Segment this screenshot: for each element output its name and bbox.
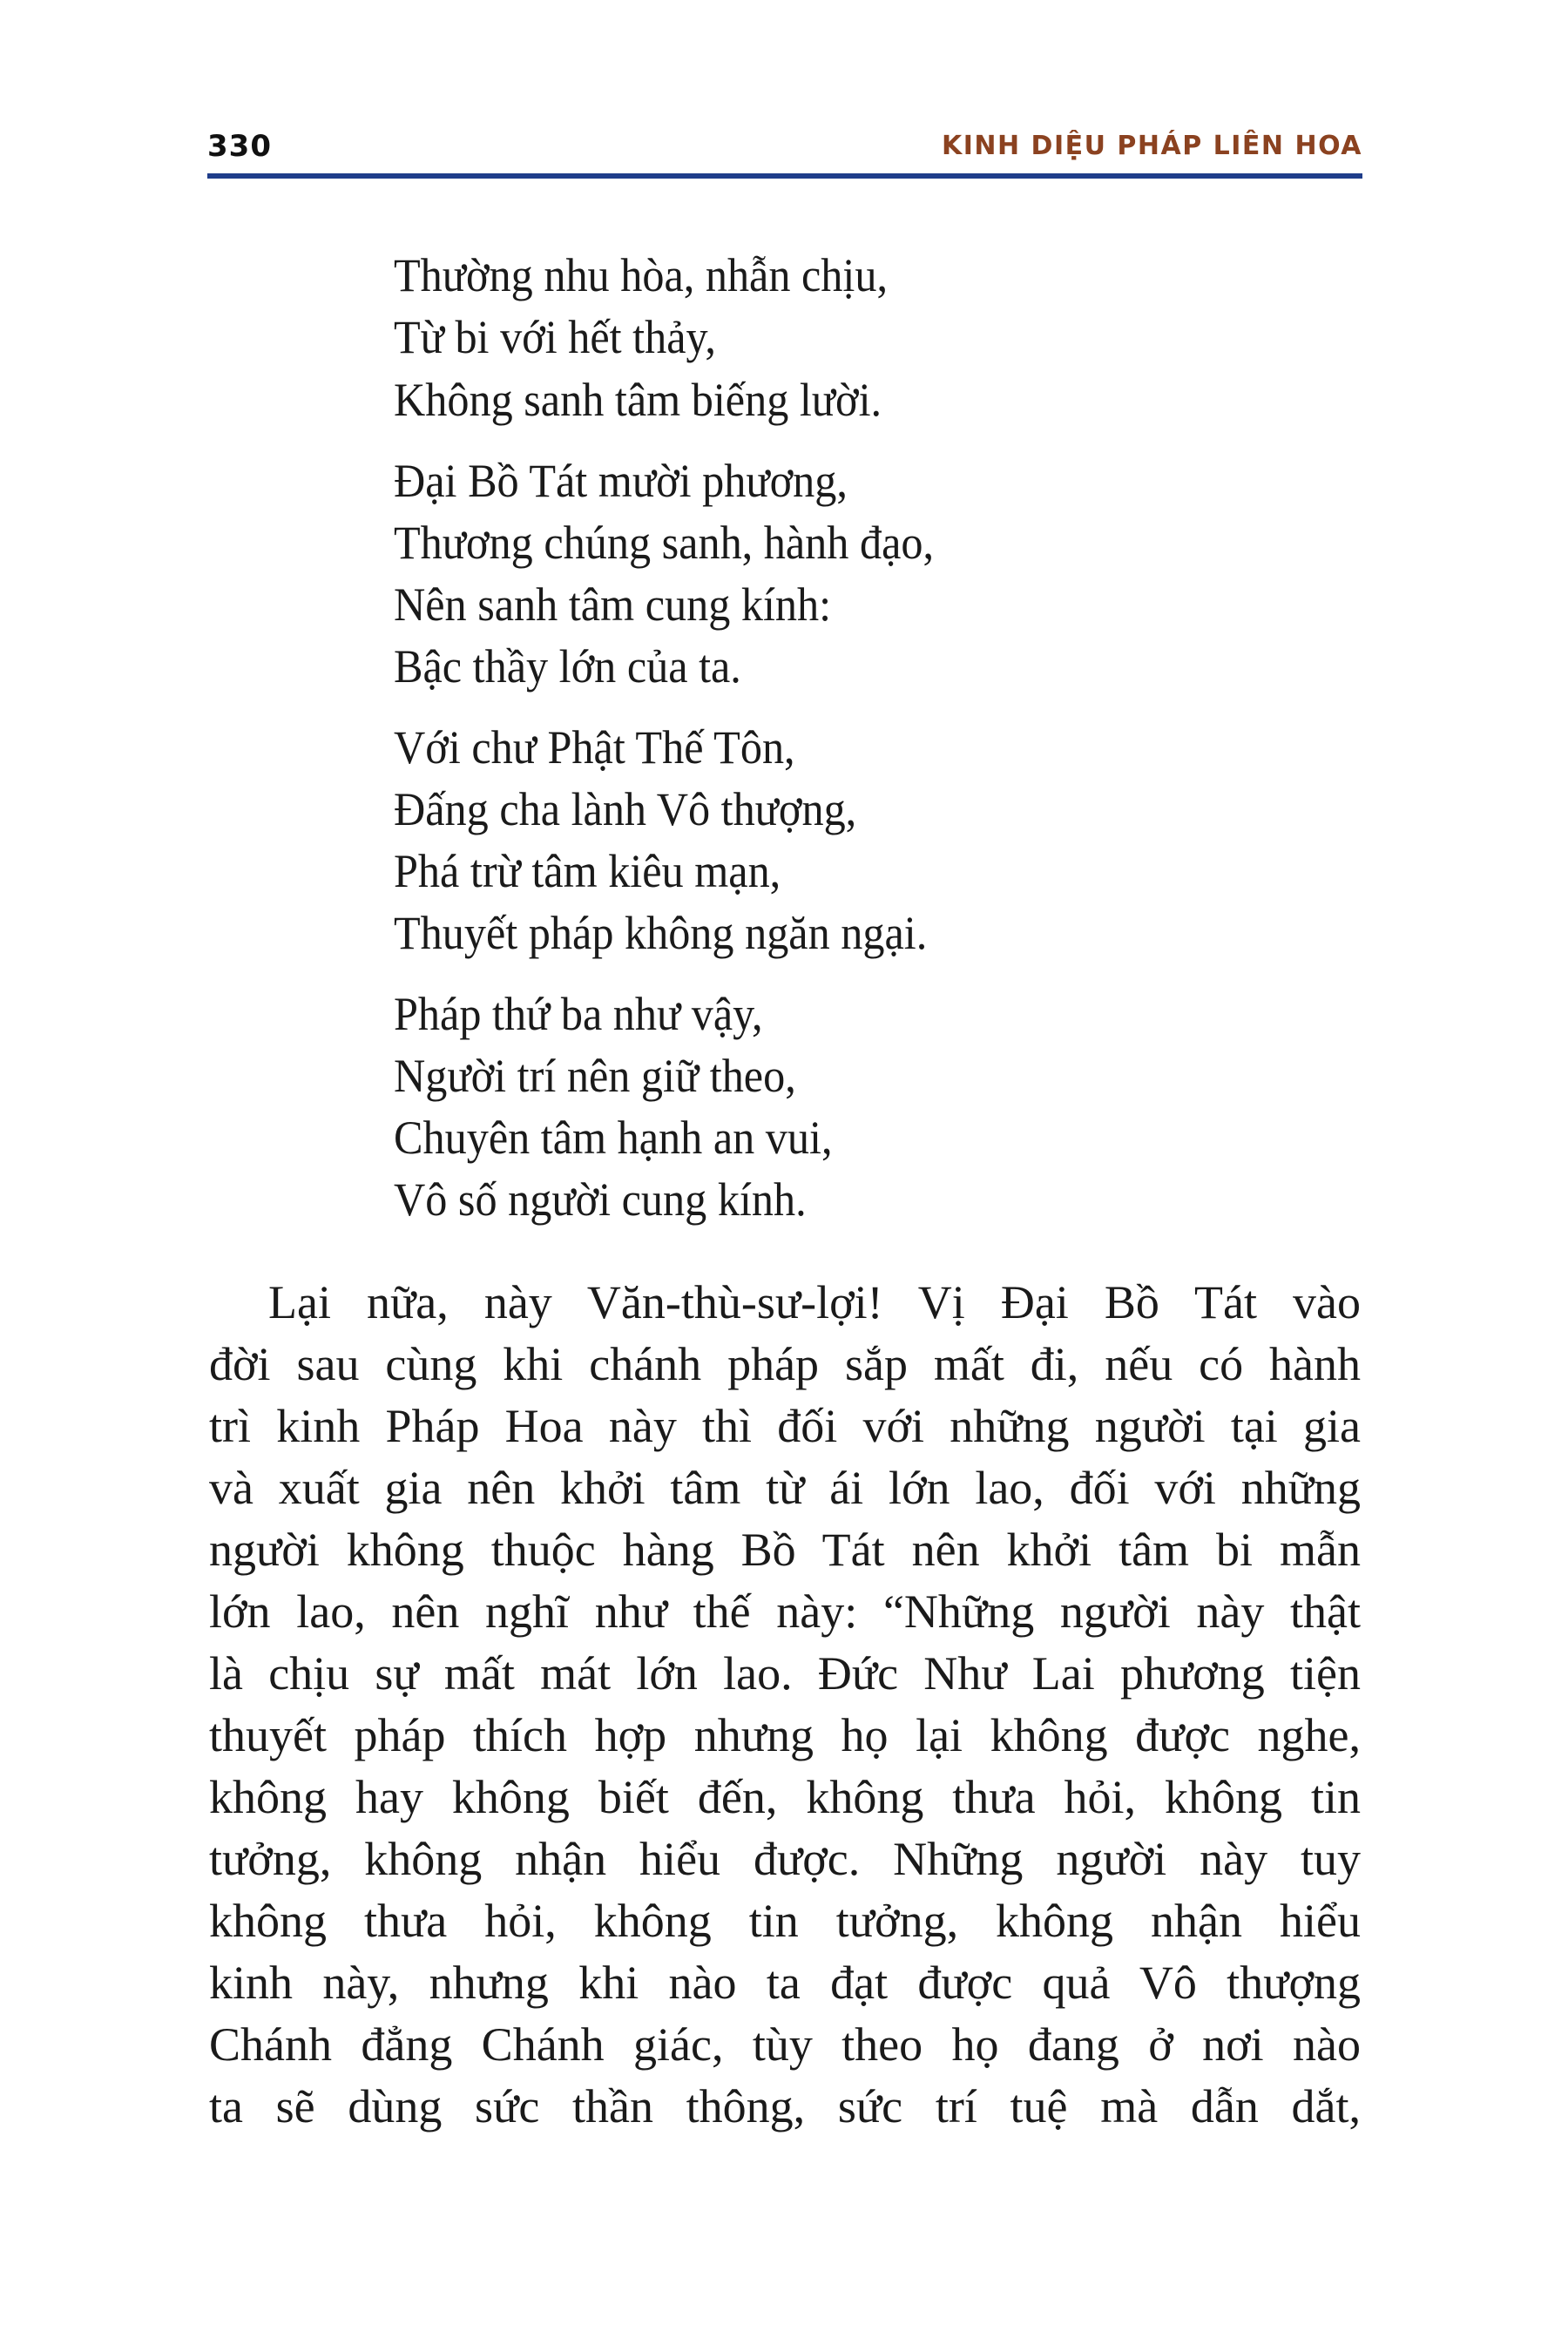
verse-line: Thuyết pháp không ngăn ngại.: [394, 907, 928, 959]
paragraph-line: Chánh đẳng Chánh giác, tùy theo họ đang ở nơi nào: [209, 2018, 1361, 2071]
paragraph-line: lớn lao, nên nghĩ như thế này: “Những người này thật: [209, 1585, 1361, 1638]
page-header: [207, 122, 1362, 174]
paragraph-line: người không thuộc hàng Bồ Tát nên khởi tâm bi mẫn: [209, 1524, 1361, 1576]
verse-line: Đấng cha lành Vô thượng,: [394, 783, 857, 835]
verse-line: Phá trừ tâm kiêu mạn,: [394, 845, 781, 897]
verse-line: Chuyên tâm hạnh an vui,: [394, 1112, 833, 1164]
verse-line: Nên sanh tâm cung kính:: [394, 578, 832, 631]
verse-line: Vô số người cung kính.: [394, 1173, 807, 1226]
running-title: KINH DIỆU PHÁP LIÊN HOA: [941, 131, 1362, 161]
verse-line: Thương chúng sanh, hành đạo,: [394, 517, 935, 569]
paragraph-line: không thưa hỏi, không tin tưởng, không nhận hiểu: [209, 1895, 1361, 1947]
paragraph-line: kinh này, nhưng khi nào ta đạt được quả Vô thượng: [209, 1957, 1361, 2009]
verse-line: Đại Bồ Tát mười phương,: [394, 455, 848, 507]
verse-line: Với chư Phật Thế Tôn,: [394, 721, 795, 774]
verse-line: Thường nhu hòa, nhẫn chịu,: [394, 249, 889, 301]
paragraph-line: thuyết pháp thích hợp nhưng họ lại không được nghe,: [209, 1709, 1361, 1761]
verse-line: Từ bi với hết thảy,: [394, 311, 716, 363]
page-number: 330: [207, 129, 272, 164]
paragraph-line: trì kinh Pháp Hoa này thì đối với những người tại gia: [209, 1400, 1361, 1452]
verse-line: Không sanh tâm biếng lười.: [394, 374, 882, 426]
paragraph-line: là chịu sự mất mát lớn lao. Đức Như Lai phương tiện: [209, 1647, 1361, 1700]
verse-line: Pháp thứ ba như vậy,: [394, 988, 763, 1040]
paragraph-line: và xuất gia nên khởi tâm từ ái lớn lao, đối với những: [209, 1462, 1361, 1514]
verse-line: Người trí nên giữ theo,: [394, 1050, 796, 1102]
paragraph-line: tưởng, không nhận hiểu được. Những người này tuy: [209, 1833, 1361, 1885]
paragraph-line: Lại nữa, này Văn-thù-sư-lợi! Vị Đại Bồ Tát vào: [268, 1276, 1361, 1328]
verse-line: Bậc thầy lớn của ta.: [394, 640, 741, 693]
paragraph-line: đời sau cùng khi chánh pháp sắp mất đi, nếu có hành: [209, 1338, 1361, 1390]
paragraph-line: không hay không biết đến, không thưa hỏi, không tin: [209, 1771, 1361, 1823]
header-rule: [207, 173, 1362, 179]
paragraph-line: ta sẽ dùng sức thần thông, sức trí tuệ mà dẫn dắt,: [209, 2080, 1361, 2132]
